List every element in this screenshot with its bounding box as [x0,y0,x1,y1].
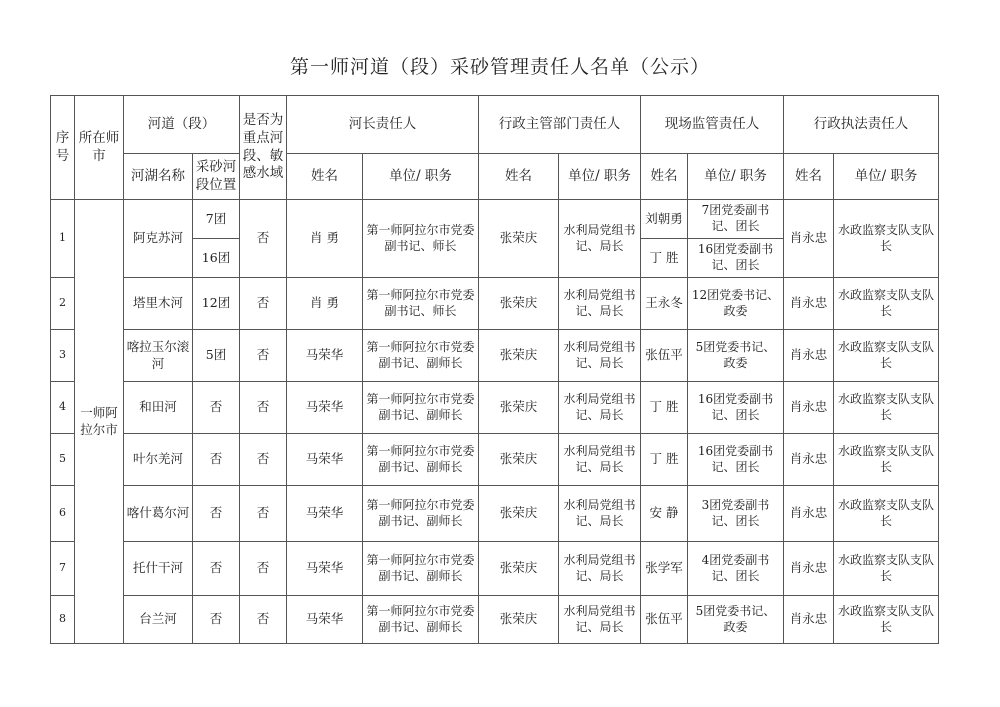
admin-name: 张荣庆 [479,382,559,434]
is-key-section: 否 [240,330,287,382]
admin-name: 张荣庆 [479,596,559,644]
site-supervisor-unit: 16团党委副书记、团长 [688,382,784,434]
row-number: 8 [51,596,75,644]
river-chief-name: 马荣华 [287,542,363,596]
table-row [51,486,939,542]
site-supervisor-name: 张伍平 [641,330,688,382]
river-chief-name: 肖 勇 [287,200,363,278]
row-number: 5 [51,434,75,486]
header-site: 现场监管责任人 [641,96,784,154]
is-key-section: 否 [240,200,287,278]
enforcement-unit: 水政监察支队支队长 [834,200,939,278]
header-name: 姓名 [784,154,834,200]
section-position: 否 [193,542,240,596]
site-supervisor-unit: 4团党委副书记、团长 [688,542,784,596]
is-key-section: 否 [240,486,287,542]
enforcement-name: 肖永忠 [784,486,834,542]
river-name: 塔里木河 [124,278,193,330]
admin-name: 张荣庆 [479,200,559,278]
page-title: 第一师河道（段）采砂管理责任人名单（公示） [289,56,710,78]
river-name: 喀拉玉尔滚河 [124,330,193,382]
enforcement-name: 肖永忠 [784,596,834,644]
table-row [51,542,939,596]
river-name: 阿克苏河 [124,200,193,278]
river-chief-unit: 第一师阿拉尔市党委副书记、副师长 [363,486,479,542]
admin-name: 张荣庆 [479,542,559,596]
header-row-2 [51,154,939,200]
header-seq: 序号 [51,96,75,200]
site-supervisor-unit: 16团党委副书记、团长 [688,434,784,486]
section-position: 12团 [193,278,240,330]
admin-unit: 水利局党组书记、局长 [559,278,641,330]
admin-name: 张荣庆 [479,434,559,486]
header-is-key: 是否为重点河段、敏感水域 [240,96,287,200]
section-position: 否 [193,434,240,486]
river-chief-unit: 第一师阿拉尔市党委副书记、副师长 [363,596,479,644]
table-row [51,434,939,486]
section-position: 5团 [193,330,240,382]
admin-unit: 水利局党组书记、局长 [559,596,641,644]
header-name: 姓名 [287,154,363,200]
admin-name: 张荣庆 [479,330,559,382]
header-unit: 单位/ 职务 [688,154,784,200]
row-number: 2 [51,278,75,330]
river-name: 和田河 [124,382,193,434]
site-supervisor-unit: 5团党委书记、政委 [688,596,784,644]
site-supervisor-name: 王永冬 [641,278,688,330]
river-chief-name: 马荣华 [287,596,363,644]
table-row [51,330,939,382]
enforcement-name: 肖永忠 [784,382,834,434]
site-supervisor-name: 安 静 [641,486,688,542]
river-name: 台兰河 [124,596,193,644]
river-chief-unit: 第一师阿拉尔市党委副书记、师长 [363,278,479,330]
header-enforce: 行政执法责任人 [784,96,939,154]
river-chief-unit: 第一师阿拉尔市党委副书记、副师长 [363,434,479,486]
site-supervisor-unit: 5团党委书记、政委 [688,330,784,382]
river-chief-unit: 第一师阿拉尔市党委副书记、副师长 [363,330,479,382]
river-chief-name: 马荣华 [287,382,363,434]
site-supervisor-unit: 7团党委副书记、团长 [688,200,784,239]
header-river-chief: 河长责任人 [287,96,479,154]
row-number: 1 [51,200,75,278]
section-position: 否 [193,596,240,644]
river-chief-unit: 第一师阿拉尔市党委副书记、副师长 [363,382,479,434]
river-chief-name: 马荣华 [287,330,363,382]
header-river-section: 河道（段） [124,96,240,154]
enforcement-unit: 水政监察支队支队长 [834,486,939,542]
enforcement-unit: 水政监察支队支队长 [834,330,939,382]
section-position: 否 [193,382,240,434]
enforcement-name: 肖永忠 [784,542,834,596]
site-supervisor-unit: 16团党委副书记、团长 [688,239,784,278]
responsibility-table [50,95,939,644]
header-unit: 单位/ 职务 [834,154,939,200]
table-row [51,382,939,434]
header-name: 姓名 [479,154,559,200]
river-name: 托什干河 [124,542,193,596]
river-chief-name: 马荣华 [287,434,363,486]
header-row-1 [51,96,939,154]
enforcement-unit: 水政监察支队支队长 [834,434,939,486]
row-number: 7 [51,542,75,596]
site-supervisor-name: 丁 胜 [641,382,688,434]
row-number: 3 [51,330,75,382]
site-supervisor-unit: 3团党委副书记、团长 [688,486,784,542]
admin-unit: 水利局党组书记、局长 [559,382,641,434]
site-supervisor-name: 张学军 [641,542,688,596]
river-chief-unit: 第一师阿拉尔市党委副书记、师长 [363,200,479,278]
header-name: 姓名 [641,154,688,200]
row-number: 6 [51,486,75,542]
row-number: 4 [51,382,75,434]
table-row [51,596,939,644]
river-chief-name: 肖 勇 [287,278,363,330]
site-supervisor-unit: 12团党委书记、政委 [688,278,784,330]
is-key-section: 否 [240,542,287,596]
section-position: 否 [193,486,240,542]
header-admin: 行政主管部门责任人 [479,96,641,154]
city-cell: 一师阿拉尔市 [75,200,124,644]
enforcement-name: 肖永忠 [784,330,834,382]
section-position: 16团 [193,239,240,278]
admin-unit: 水利局党组书记、局长 [559,542,641,596]
header-position: 采砂河段位置 [193,154,240,200]
enforcement-unit: 水政监察支队支队长 [834,278,939,330]
admin-unit: 水利局党组书记、局长 [559,330,641,382]
admin-name: 张荣庆 [479,486,559,542]
enforcement-name: 肖永忠 [784,278,834,330]
admin-name: 张荣庆 [479,278,559,330]
river-chief-unit: 第一师阿拉尔市党委副书记、副师长 [363,542,479,596]
header-city: 所在师市 [75,96,124,200]
river-chief-name: 马荣华 [287,486,363,542]
site-supervisor-name: 张伍平 [641,596,688,644]
river-name: 喀什葛尔河 [124,486,193,542]
section-position: 7团 [193,200,240,239]
admin-unit: 水利局党组书记、局长 [559,200,641,278]
site-supervisor-name: 刘朝勇 [641,200,688,239]
is-key-section: 否 [240,434,287,486]
header-unit: 单位/ 职务 [363,154,479,200]
header-unit: 单位/ 职务 [559,154,641,200]
site-supervisor-name: 丁 胜 [641,239,688,278]
is-key-section: 否 [240,382,287,434]
header-river-name: 河湖名称 [124,154,193,200]
enforcement-name: 肖永忠 [784,434,834,486]
table-row [51,278,939,330]
river-name: 叶尔羌河 [124,434,193,486]
admin-unit: 水利局党组书记、局长 [559,486,641,542]
enforcement-name: 肖永忠 [784,200,834,278]
is-key-section: 否 [240,596,287,644]
enforcement-unit: 水政监察支队支队长 [834,542,939,596]
table-row [51,200,939,239]
is-key-section: 否 [240,278,287,330]
admin-unit: 水利局党组书记、局长 [559,434,641,486]
enforcement-unit: 水政监察支队支队长 [834,596,939,644]
site-supervisor-name: 丁 胜 [641,434,688,486]
enforcement-unit: 水政监察支队支队长 [834,382,939,434]
